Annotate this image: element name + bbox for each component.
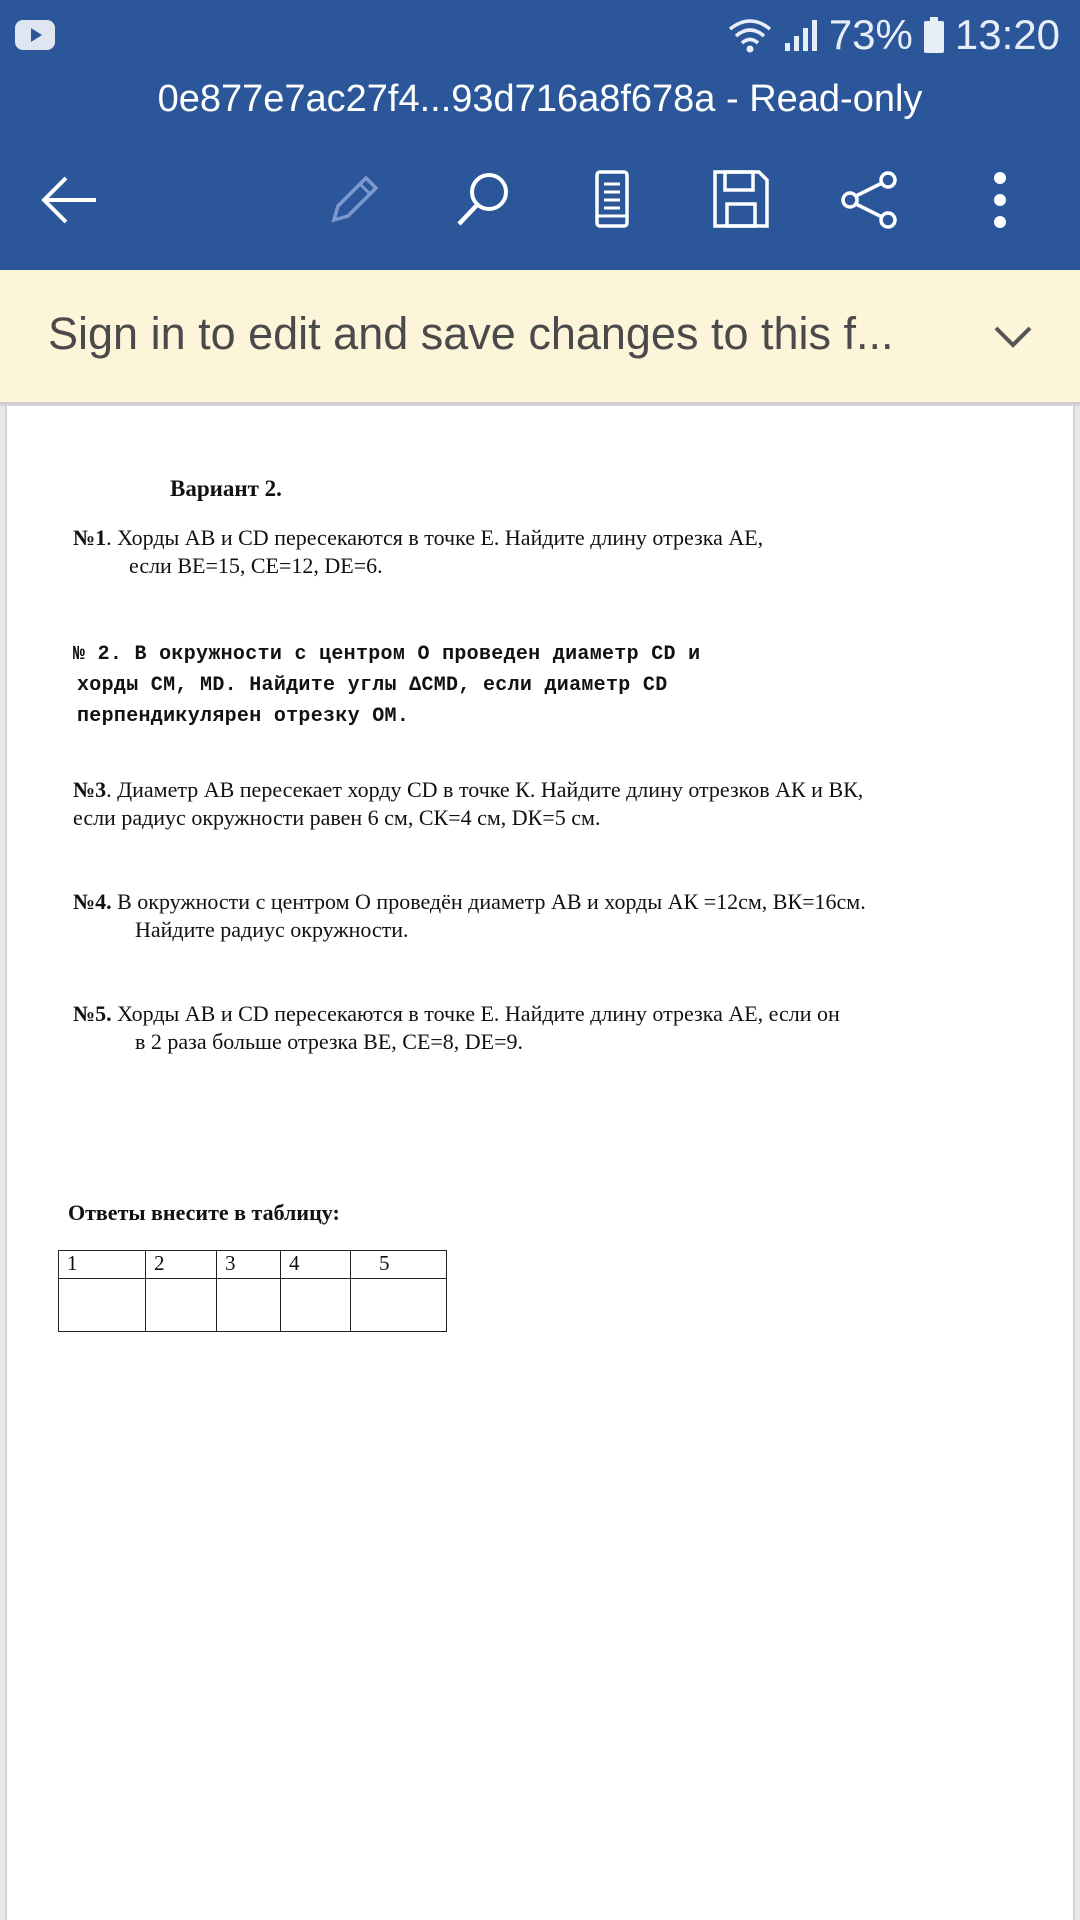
- battery-percent: 73%: [828, 11, 913, 58]
- answer-cell: [59, 1279, 146, 1332]
- reading-view-button[interactable]: [572, 160, 652, 240]
- answer-cell: [281, 1279, 351, 1332]
- task-text: Найдите радиус окружности.: [135, 917, 409, 942]
- sign-in-banner[interactable]: [0, 270, 1080, 404]
- task-text: В окружности с центром О проведён диаметр АВ и хорды АК =12см, ВК=16см.: [111, 889, 866, 914]
- variant-heading: Вариант 2.: [170, 476, 282, 501]
- battery-icon: [923, 16, 945, 54]
- task-text: В окружности с центром O проведен диаметр CD и: [122, 643, 701, 666]
- answer-cell: [217, 1279, 281, 1332]
- more-vertical-icon: [968, 168, 1032, 232]
- status-bar: [0, 0, 1080, 70]
- answer-header-cell: 2: [146, 1251, 217, 1279]
- arrow-left-icon: [38, 168, 102, 232]
- task-number: №5.: [73, 1001, 112, 1026]
- chevron-down-icon[interactable]: [990, 314, 1036, 360]
- sign-in-banner-text[interactable]: Sign in to edit and save changes to this f...: [48, 308, 894, 359]
- share-icon: [838, 168, 902, 232]
- answer-table: [58, 1250, 447, 1332]
- task-text: хорды CM, MD. Найдите углы ΔCMD, если диаметр CD: [77, 674, 668, 697]
- pencil-icon: [322, 168, 386, 232]
- task-text: в 2 раза больше отрезка BE, CE=8, DE=9.: [135, 1029, 524, 1054]
- answer-table-header-row: [59, 1251, 447, 1279]
- save-icon: [709, 168, 773, 232]
- task-text: если радиус окружности равен 6 см, СК=4 см, DК=5 см.: [73, 805, 601, 830]
- signal-icon: [783, 17, 819, 53]
- wifi-icon: [727, 15, 773, 55]
- answer-cell: [351, 1279, 447, 1332]
- task-number: №3: [73, 777, 107, 802]
- task-4: [73, 888, 866, 944]
- answer-header-cell: 1: [59, 1251, 146, 1279]
- search-icon: [451, 168, 515, 232]
- answers-label: Ответы внесите в таблицу:: [68, 1200, 340, 1225]
- youtube-icon: [14, 18, 56, 57]
- task-5: [73, 1000, 840, 1056]
- back-button[interactable]: [30, 160, 110, 240]
- document-page: [5, 406, 1075, 1920]
- task-text: перпендикулярен отрезку OM.: [77, 705, 410, 728]
- toolbar: [0, 160, 1080, 250]
- answer-header-cell: 3: [217, 1251, 281, 1279]
- phone-icon: [580, 168, 644, 232]
- task-number: №4.: [73, 889, 112, 914]
- more-options-button[interactable]: [960, 160, 1040, 240]
- document-title: 0e877e7ac27f4...93d716a8f678a - Read-only: [157, 78, 923, 120]
- app-header: [0, 0, 1080, 270]
- answer-table-row: [59, 1279, 447, 1332]
- answer-cell: [146, 1279, 217, 1332]
- task-3: [73, 776, 863, 832]
- task-text: если BE=15, CE=12, DE=6.: [129, 553, 383, 578]
- task-text: . Хорды AB и CD пересекаются в точке E. Найдите длину отрезка AE,: [106, 525, 764, 550]
- task-number: № 2.: [73, 643, 123, 666]
- task-1: [73, 524, 763, 580]
- save-button[interactable]: [701, 160, 781, 240]
- clock: 13:20: [954, 11, 1060, 58]
- answer-header-cell: 4: [281, 1251, 351, 1279]
- task-text: . Диаметр AB пересекает хорду CD в точке К. Найдите длину отрезков АК и ВК,: [106, 777, 864, 802]
- answer-header-cell: 5: [351, 1251, 447, 1279]
- task-number: №1: [73, 525, 107, 550]
- search-button[interactable]: [443, 160, 523, 240]
- share-button[interactable]: [830, 160, 910, 240]
- task-2: [73, 639, 700, 732]
- edit-button[interactable]: [314, 160, 394, 240]
- task-text: Хорды AB и CD пересекаются в точке E. Найдите длину отрезка AE, если он: [111, 1001, 840, 1026]
- document-body: [7, 406, 1077, 1920]
